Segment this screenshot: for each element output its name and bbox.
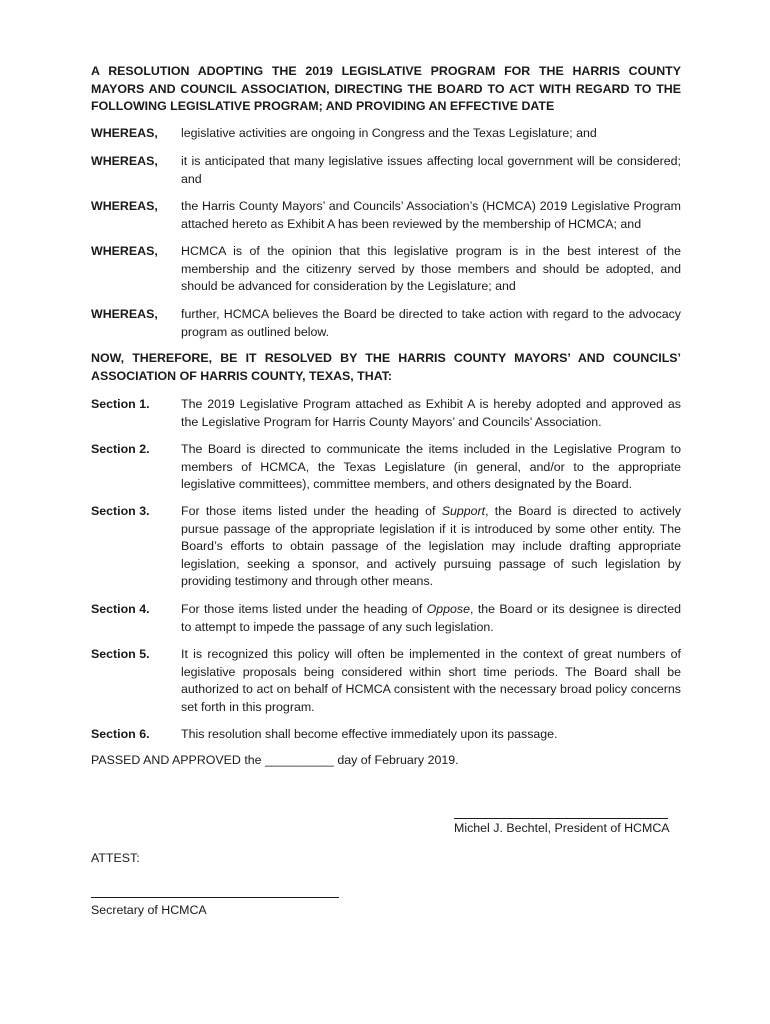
whereas-label: WHEREAS, — [91, 199, 158, 213]
whereas-text: legislative activities are ongoing in Congress and the Texas Legislature; and — [181, 126, 597, 140]
section-label: Section 5. — [91, 647, 150, 661]
whereas-label: WHEREAS, — [91, 154, 158, 168]
whereas-label: WHEREAS, — [91, 126, 158, 140]
attest-label: ATTEST: — [91, 851, 140, 865]
section-label: Section 4. — [91, 602, 150, 616]
section-label: Section 6. — [91, 727, 150, 741]
whereas-text: the Harris County Mayors’ and Councils’ Association’s (HCMCA) 2019 Legislative Program attached hereto as Exhibit A has been reviewed by the membership of HCMCA; and — [181, 199, 681, 231]
section-text-part: , the Board is directed to actively pursue passage of the appropriate legislation if it is introduced by some other entity. The Board’s efforts to obtain passage of the legislation may include drafting appropriate legislation, seeking a sponsor, and actively pursuing passage of such legislation by providing testimony and through other means. — [181, 504, 681, 588]
section-6 — [91, 726, 681, 744]
whereas-clause-4 — [91, 243, 681, 296]
whereas-label: WHEREAS, — [91, 307, 158, 321]
section-label: Section 1. — [91, 397, 150, 411]
section-text-part: For those items listed under the heading of — [181, 504, 442, 518]
whereas-text: it is anticipated that many legislative issues affecting local government will be considered; and — [181, 154, 681, 186]
secretary-signature-label: Secretary of HCMCA — [91, 903, 207, 917]
whereas-clause-3 — [91, 198, 681, 233]
whereas-text: HCMCA is of the opinion that this legislative program is in the best interest of the membership and the citizenry served by those members and should be adopted, and should be advanced for consideration by the Legislature; and — [181, 244, 681, 293]
whereas-label: WHEREAS, — [91, 244, 158, 258]
section-text: The Board is directed to communicate the items included in the Legislative Program to members of HCMCA, the Texas Legislature (in general, and/or to the appropriate legislative committees), committee members, and others designated by the Board. — [181, 442, 681, 491]
section-5 — [91, 646, 681, 716]
section-1 — [91, 396, 681, 431]
section-2 — [91, 441, 681, 494]
whereas-clause-5 — [91, 306, 681, 341]
section-label: Section 3. — [91, 504, 150, 518]
resolved-clause: NOW, THEREFORE, BE IT RESOLVED BY THE HARRIS COUNTY MAYORS’ AND COUNCILS’ ASSOCIATION OF HARRIS COUNTY, TEXAS, THAT: — [91, 351, 681, 383]
section-text: The 2019 Legislative Program attached as Exhibit A is hereby adopted and approved as the Legislative Program for Harris County Mayors’ and Councils’ Association. — [181, 397, 681, 429]
section-text-part: For those items listed under the heading of — [181, 602, 427, 616]
whereas-clause-1 — [91, 125, 681, 143]
section-4 — [91, 601, 681, 636]
section-text — [181, 503, 681, 591]
support-emphasis: Support — [441, 504, 486, 518]
oppose-emphasis: Oppose — [426, 602, 471, 616]
whereas-text: further, HCMCA believes the Board be directed to take action with regard to the advocacy program as outlined below. — [181, 307, 681, 339]
section-text: It is recognized this policy will often be implemented in the context of great numbers of legislative proposals being considered within short time periods. The Board shall be authorized to act on behalf of HCMCA consistent with the necessary broad policy concerns set forth in this program. — [181, 647, 681, 714]
section-text: This resolution shall become effective immediately upon its passage. — [181, 727, 558, 741]
section-label: Section 2. — [91, 442, 150, 456]
whereas-clause-2 — [91, 153, 681, 188]
resolution-title: A RESOLUTION ADOPTING THE 2019 LEGISLATIVE PROGRAM FOR THE HARRIS COUNTY MAYORS AND COUNCIL ASSOCIATION, DIRECTING THE BOARD TO ACT WITH REGARD TO THE FOLLOWING LEGISLATIVE PROGRAM; AND PROVIDING AN EFFECTIVE DATE — [91, 64, 681, 113]
section-text — [181, 601, 681, 636]
passed-approved-line: PASSED AND APPROVED the __________ day of February 2019. — [91, 753, 459, 767]
section-text-part: , the Board or its designee is directed to attempt to impede the passage of any such legislation. — [181, 602, 681, 634]
president-signature-label: Michel J. Bechtel, President of HCMCA — [454, 821, 670, 835]
secretary-signature-line — [91, 897, 339, 898]
president-signature-line — [454, 818, 668, 819]
section-3 — [91, 503, 681, 591]
